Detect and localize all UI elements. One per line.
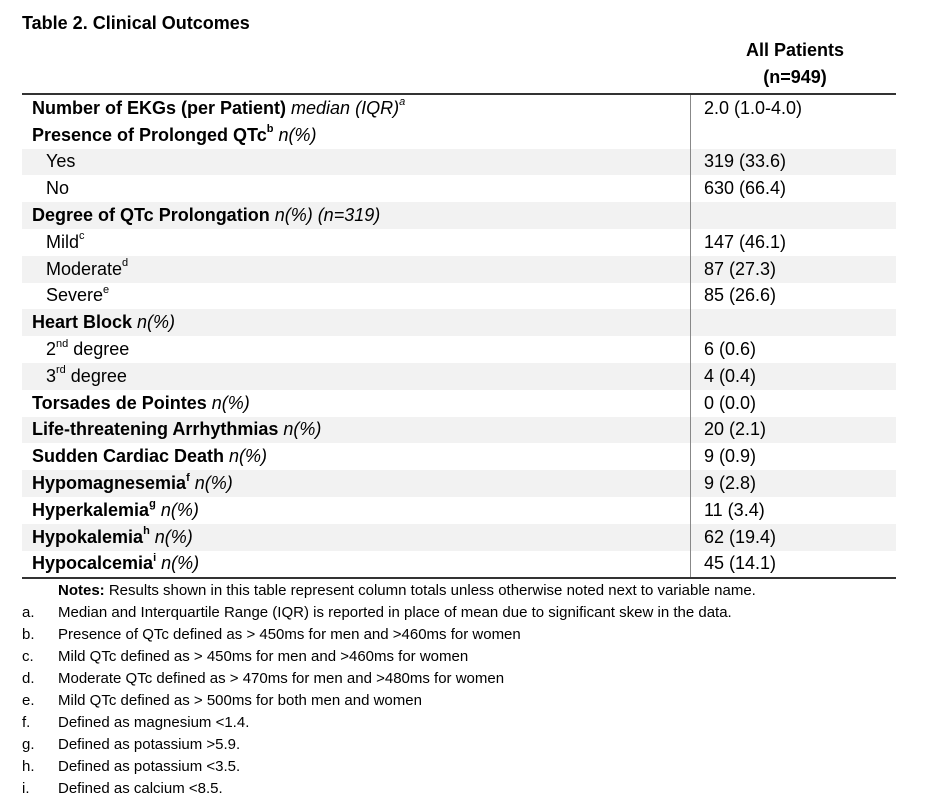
- row-label-text: 3: [46, 365, 57, 386]
- note-item: [22, 756, 902, 778]
- row-unit-superscript: a: [399, 96, 406, 109]
- row-label-text: Sudden Cardiac Death: [32, 446, 225, 467]
- row-value: 319 (33.6): [690, 149, 896, 176]
- notes-heading: Notes:: [58, 582, 105, 599]
- row-value: 87 (27.3): [690, 256, 896, 283]
- note-item: [22, 734, 902, 756]
- note-item: [22, 602, 902, 624]
- row-label: [22, 229, 690, 256]
- row-label: [22, 95, 690, 122]
- note-letter: b.: [22, 626, 35, 643]
- note-item: [22, 646, 902, 668]
- row-label-text: Hypocalcemia: [32, 553, 154, 574]
- row-label-suffix: degree: [68, 339, 130, 360]
- row-label-text: Number of EKGs (per Patient): [32, 97, 287, 118]
- row-value: [690, 122, 896, 149]
- table-row: [22, 122, 896, 149]
- row-label-text: Hypokalemia: [32, 526, 144, 547]
- row-label: [22, 309, 690, 336]
- row-value: [690, 309, 896, 336]
- note-text: Presence of QTc defined as > 450ms for men and >460ms for women: [58, 626, 521, 643]
- table-row: [22, 283, 896, 310]
- row-label-suffix: degree: [65, 365, 127, 386]
- note-item: [22, 668, 902, 690]
- row-value: 2.0 (1.0-4.0): [690, 95, 896, 122]
- notes-heading-line: [22, 580, 902, 602]
- note-letter: a.: [22, 604, 35, 621]
- row-value: 62 (19.4): [690, 524, 896, 551]
- note-letter: i.: [22, 780, 30, 797]
- table-row: [22, 443, 896, 470]
- table-row: [22, 470, 896, 497]
- note-item: [22, 624, 902, 646]
- row-unit: n(%): [211, 392, 250, 413]
- row-value: 11 (3.4): [690, 497, 896, 524]
- row-value: 6 (0.6): [690, 336, 896, 363]
- row-label: [22, 443, 690, 470]
- table-row: [22, 149, 896, 176]
- note-letter: c.: [22, 648, 34, 665]
- row-label: [22, 497, 690, 524]
- note-text: Defined as calcium <8.5.: [58, 780, 223, 797]
- row-label-text: Mild: [46, 231, 80, 252]
- row-label-text: 2: [46, 339, 57, 360]
- table-row: [22, 551, 896, 578]
- note-text: Mild QTc defined as > 500ms for both men and women: [58, 692, 422, 709]
- row-label-text: Yes: [46, 151, 76, 172]
- row-value: 147 (46.1): [690, 229, 896, 256]
- note-letter: f.: [22, 714, 31, 731]
- table-title: Table 2. Clinical Outcomes: [22, 13, 250, 33]
- table-row: [22, 363, 896, 390]
- row-label-superscript: d: [122, 257, 129, 270]
- row-label-text: Severe: [46, 285, 104, 306]
- outcomes-table: [22, 93, 896, 579]
- notes-section: [22, 580, 902, 800]
- table-row: [22, 229, 896, 256]
- row-label-text: Hypomagnesemia: [32, 473, 187, 494]
- column-header-line2: (n=949): [763, 67, 827, 87]
- row-label-text: Presence of Prolonged QTc: [32, 124, 267, 145]
- row-unit: n(%): [160, 499, 199, 520]
- column-header-line1: All Patients: [745, 40, 845, 60]
- row-value: 20 (2.1): [690, 417, 896, 444]
- row-value: 9 (0.9): [690, 443, 896, 470]
- table-row: [22, 256, 896, 283]
- row-label: [22, 336, 690, 363]
- note-text: Defined as potassium <3.5.: [58, 758, 241, 775]
- row-label: [22, 283, 690, 310]
- row-label: [22, 390, 690, 417]
- row-label-superscript: h: [143, 525, 150, 538]
- note-letter: d.: [22, 670, 35, 687]
- notes-list: [22, 602, 902, 800]
- note-text: Defined as magnesium <1.4.: [58, 714, 250, 731]
- row-value: 45 (14.1): [690, 551, 896, 578]
- note-text: Mild QTc defined as > 450ms for men and >460ms for women: [58, 648, 469, 665]
- table-row: [22, 390, 896, 417]
- row-label-text: Life-threatening Arrhythmias: [32, 419, 279, 440]
- row-label-superscript: c: [79, 230, 85, 243]
- row-unit: n(%): [194, 473, 233, 494]
- table-row: [22, 336, 896, 363]
- row-label-text: Hyperkalemia: [32, 499, 150, 520]
- table-row: [22, 175, 896, 202]
- row-label-superscript: f: [186, 471, 190, 484]
- row-label: [22, 149, 690, 176]
- notes-heading-text: Results shown in this table represent column totals unless otherwise noted next to variable name.: [104, 582, 756, 599]
- note-text: Moderate QTc defined as > 470ms for men and >480ms for women: [58, 670, 505, 687]
- note-letter: g.: [22, 736, 35, 753]
- row-value: 630 (66.4): [690, 175, 896, 202]
- row-label-text: No: [46, 178, 70, 199]
- row-unit: n(%): [137, 312, 176, 333]
- row-label: [22, 202, 690, 229]
- row-label: [22, 122, 690, 149]
- row-value: 9 (2.8): [690, 470, 896, 497]
- row-value: 4 (0.4): [690, 363, 896, 390]
- row-label: [22, 551, 690, 578]
- row-value: [690, 202, 896, 229]
- note-text: Median and Interquartile Range (IQR) is reported in place of mean due to significant skew in the data.: [58, 604, 732, 621]
- row-label: [22, 256, 690, 283]
- row-label-text: Heart Block: [32, 312, 133, 333]
- row-value: 0 (0.0): [690, 390, 896, 417]
- row-label-text: Degree of QTc Prolongation: [32, 205, 270, 226]
- row-label-superscript: g: [149, 498, 156, 511]
- note-letter: h.: [22, 758, 35, 775]
- row-label-superscript: nd: [56, 337, 69, 350]
- note-item: [22, 778, 902, 800]
- row-value: 85 (26.6): [690, 283, 896, 310]
- row-unit: n(%): [229, 446, 268, 467]
- note-text: Defined as potassium >5.9.: [58, 736, 241, 753]
- row-unit: n(%) (n=319): [274, 205, 381, 226]
- row-label-text: Torsades de Pointes: [32, 392, 207, 413]
- table-row: [22, 95, 896, 122]
- row-unit: n(%): [161, 553, 200, 574]
- row-label: [22, 470, 690, 497]
- row-label: [22, 175, 690, 202]
- note-item: [22, 712, 902, 734]
- row-unit: n(%): [283, 419, 322, 440]
- row-label-superscript: b: [266, 123, 274, 136]
- table-row: [22, 202, 896, 229]
- note-letter: e.: [22, 692, 35, 709]
- row-label-text: Moderate: [46, 258, 123, 279]
- table-row: [22, 497, 896, 524]
- table-row: [22, 417, 896, 444]
- row-label-superscript: e: [103, 283, 110, 296]
- row-unit: median (IQR): [291, 97, 400, 118]
- row-unit: n(%): [278, 124, 317, 145]
- row-unit: n(%): [154, 526, 193, 547]
- note-item: [22, 690, 902, 712]
- table-row: [22, 309, 896, 336]
- row-label-superscript: rd: [56, 364, 66, 377]
- row-label: [22, 417, 690, 444]
- row-label: [22, 363, 690, 390]
- row-label-superscript: i: [153, 551, 157, 564]
- row-label: [22, 524, 690, 551]
- table-row: [22, 524, 896, 551]
